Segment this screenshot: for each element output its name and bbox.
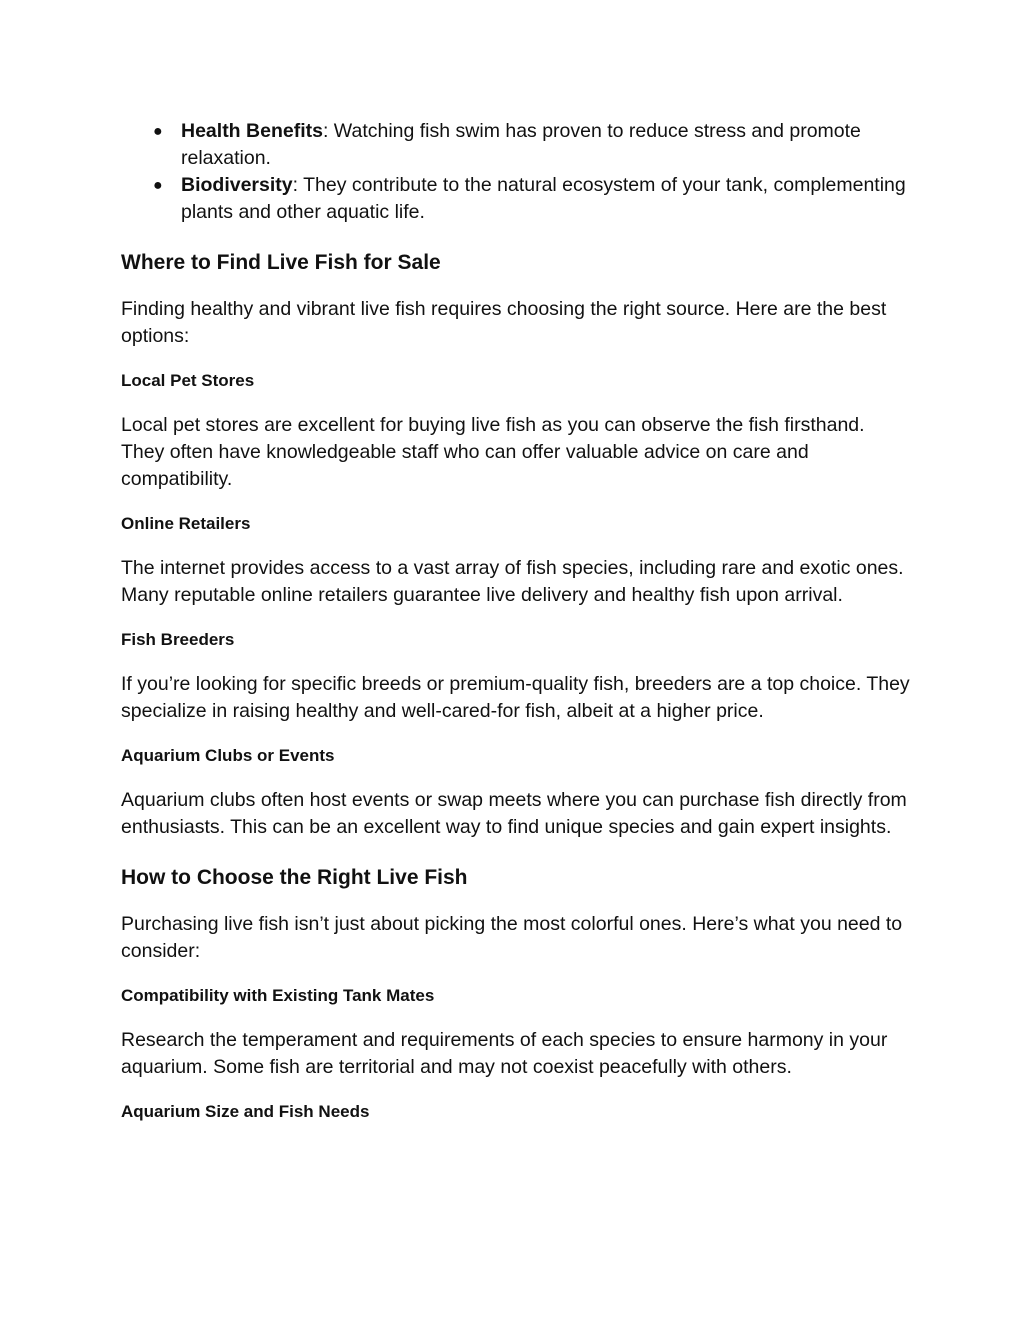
subsection-body: The internet provides access to a vast array of fish species, including rare and exotic ones. Many reputable online retailers guarantee live delivery and healthy fish upon arrival. [121,557,904,606]
subsection-body: Local pet stores are excellent for buying live fish as you can observe the fish firsthand. They often have knowledgeable staff who can offer valuable advice on care and compatibility. [121,414,865,490]
subsection-heading: Aquarium Clubs or Events [121,746,335,765]
list-item [121,118,911,172]
subsection-body: Research the temperament and requirements of each species to ensure harmony in your aquarium. Some fish are territorial and may not coexist peacefully with others. [121,1029,888,1078]
section-intro: Purchasing live fish isn’t just about picking the most colorful ones. Here’s what you need to consider: [121,913,903,962]
bullet-text: : They contribute to the natural ecosystem of your tank, complementing plants and other aquatic life. [181,174,906,223]
subsection-heading: Online Retailers [121,514,251,533]
bullet-icon: ● [153,123,163,140]
bullet-icon: ● [153,177,163,194]
subsection-heading: Compatibility with Existing Tank Mates [121,986,435,1005]
section-heading: Where to Find Live Fish for Sale [121,251,441,274]
subsection-body: Aquarium clubs often host events or swap meets where you can purchase fish directly from enthusiasts. This can be an excellent way to find unique species and gain expert insights. [121,789,907,838]
bullet-term: Health Benefits [181,120,323,142]
subsection-heading: Local Pet Stores [121,371,255,390]
document-page [121,118,911,1124]
section-heading: How to Choose the Right Live Fish [121,866,468,889]
section-intro: Finding healthy and vibrant live fish requires choosing the right source. Here are the best options: [121,298,887,347]
bullet-term: Biodiversity [181,174,293,196]
bullet-text: : Watching fish swim has proven to reduce stress and promote relaxation. [181,120,861,169]
subsection-heading: Aquarium Size and Fish Needs [121,1102,370,1121]
benefits-list [121,118,911,226]
subsection-heading: Fish Breeders [121,630,235,649]
list-item [121,172,911,226]
subsection-body: If you’re looking for specific breeds or premium-quality fish, breeders are a top choice. They specialize in raising healthy and well-cared-for fish, albeit at a higher price. [121,673,910,722]
